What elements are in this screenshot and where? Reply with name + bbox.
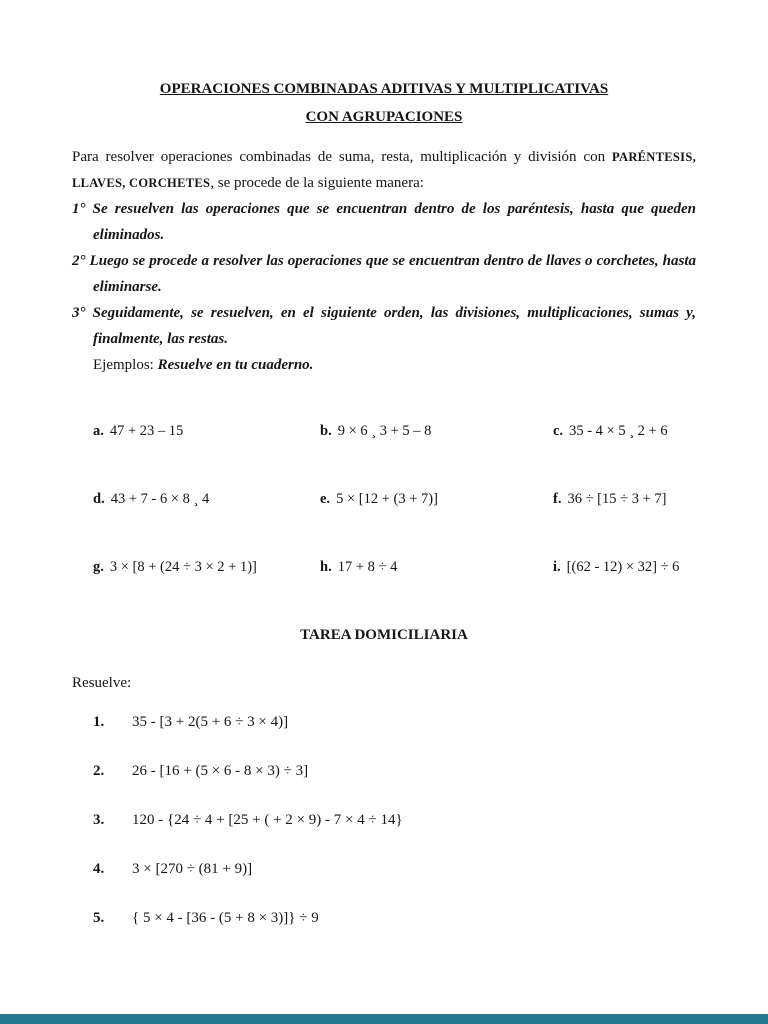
exercise-e-expr: 5 × [12 + (3 + 7)] — [336, 491, 438, 507]
homework-item-5 — [72, 905, 696, 931]
homework-item-4-expr: 3 × [270 ÷ (81 + 9)] — [132, 861, 253, 877]
exercise-g-label: g. — [93, 559, 104, 575]
step-3 — [72, 300, 696, 352]
exercise-f-label: f. — [553, 491, 562, 507]
exercise-b-expr: 9 × 6 ¸ 3 + 5 – 8 — [337, 423, 432, 439]
exercise-i-label: i. — [553, 559, 561, 575]
exercise-d-expr: 43 + 7 - 6 × 8 ¸ 4 — [110, 491, 210, 507]
step-1-text: Se resuelven las operaciones que se encuentran dentro de los paréntesis, hasta que queden eliminados. — [92, 201, 697, 243]
homework-title: TAREA DOMICILIARIA — [300, 627, 468, 643]
exercise-e — [320, 486, 553, 512]
exercise-b-label: b. — [320, 423, 332, 439]
exercise-a — [72, 418, 320, 444]
resuelve-label: Resuelve: — [72, 675, 132, 691]
exercise-d-label: d. — [93, 491, 105, 507]
exercise-e-label: e. — [320, 491, 331, 507]
exercise-i — [553, 554, 696, 580]
exercise-c-label: c. — [553, 423, 564, 439]
examples-label: Ejemplos: — [93, 357, 158, 373]
step-1-number: 1° — [72, 201, 86, 217]
homework-list — [72, 709, 696, 931]
exercise-row-1 — [72, 418, 696, 444]
step-3-text: Seguidamente, se resuelven, en el siguiente orden, las divisiones, multiplicaciones, sumas y, finalmente, las restas. — [92, 305, 696, 347]
exercise-c — [553, 418, 696, 444]
homework-item-4-number: 4. — [93, 861, 105, 877]
exercise-h-expr: 17 + 8 ÷ 4 — [337, 559, 398, 575]
exercise-b — [320, 418, 553, 444]
exercise-f-expr: 36 ÷ [15 ÷ 3 + 7] — [567, 491, 667, 507]
homework-item-4 — [72, 856, 696, 882]
step-2-text: Luego se procede a resolver las operaciones que se encuentran dentro de llaves o corchetes, hasta eliminarse. — [89, 253, 696, 295]
exercise-h — [320, 554, 553, 580]
homework-item-3 — [72, 807, 696, 833]
viewer-bottom-bar — [0, 1014, 768, 1024]
examples-line — [72, 352, 696, 378]
exercise-g — [72, 554, 320, 580]
exercise-c-expr: 35 - 4 × 5 ¸ 2 + 6 — [569, 423, 668, 439]
homework-item-5-number: 5. — [93, 910, 105, 926]
examples-instruction: Resuelve en tu cuaderno. — [157, 357, 314, 373]
exercise-f — [553, 486, 696, 512]
step-1 — [72, 196, 696, 248]
homework-item-2-number: 2. — [93, 763, 105, 779]
intro-text-1: Para resolver operaciones combinadas de suma, resta, multiplicación y división con — [72, 149, 612, 165]
homework-item-5-expr: { 5 × 4 - [36 - (5 + 8 × 3)]} ÷ 9 — [132, 910, 319, 926]
intro-emphasis: PARÉNTESIS, LLAVES, CORCHETES — [72, 150, 696, 190]
homework-item-1-number: 1. — [93, 714, 105, 730]
exercise-row-3 — [72, 554, 696, 580]
homework-item-3-expr: 120 - {24 ÷ 4 + [25 + ( + 2 × 9) - 7 × 4 ÷ 14} — [132, 812, 403, 828]
exercise-i-expr: [(62 - 12) × 32] ÷ 6 — [566, 559, 680, 575]
exercise-g-expr: 3 × [8 + (24 ÷ 3 × 2 + 1)] — [109, 559, 257, 575]
exercise-d — [72, 486, 320, 512]
exercise-h-label: h. — [320, 559, 332, 575]
doc-title-line2: CON AGRUPACIONES — [305, 109, 463, 125]
homework-item-2-expr: 26 - [16 + (5 × 6 - 8 × 3) ÷ 3] — [132, 763, 309, 779]
intro-paragraph — [72, 144, 696, 196]
homework-item-1-expr: 35 - [3 + 2(5 + 6 ÷ 3 × 4)] — [132, 714, 289, 730]
exercise-grid — [72, 418, 696, 580]
step-2 — [72, 248, 696, 300]
exercise-row-2 — [72, 486, 696, 512]
homework-item-3-number: 3. — [93, 812, 105, 828]
homework-item-1 — [72, 709, 696, 735]
step-3-number: 3° — [72, 305, 86, 321]
intro-text-2: , se procede de la siguiente manera: — [210, 175, 424, 191]
step-2-number: 2° — [72, 253, 86, 269]
exercise-a-expr: 47 + 23 – 15 — [109, 423, 184, 439]
homework-item-2 — [72, 758, 696, 784]
exercise-a-label: a. — [93, 423, 104, 439]
doc-title-line1: OPERACIONES COMBINADAS ADITIVAS Y MULTIPLICATIVAS — [159, 81, 609, 97]
